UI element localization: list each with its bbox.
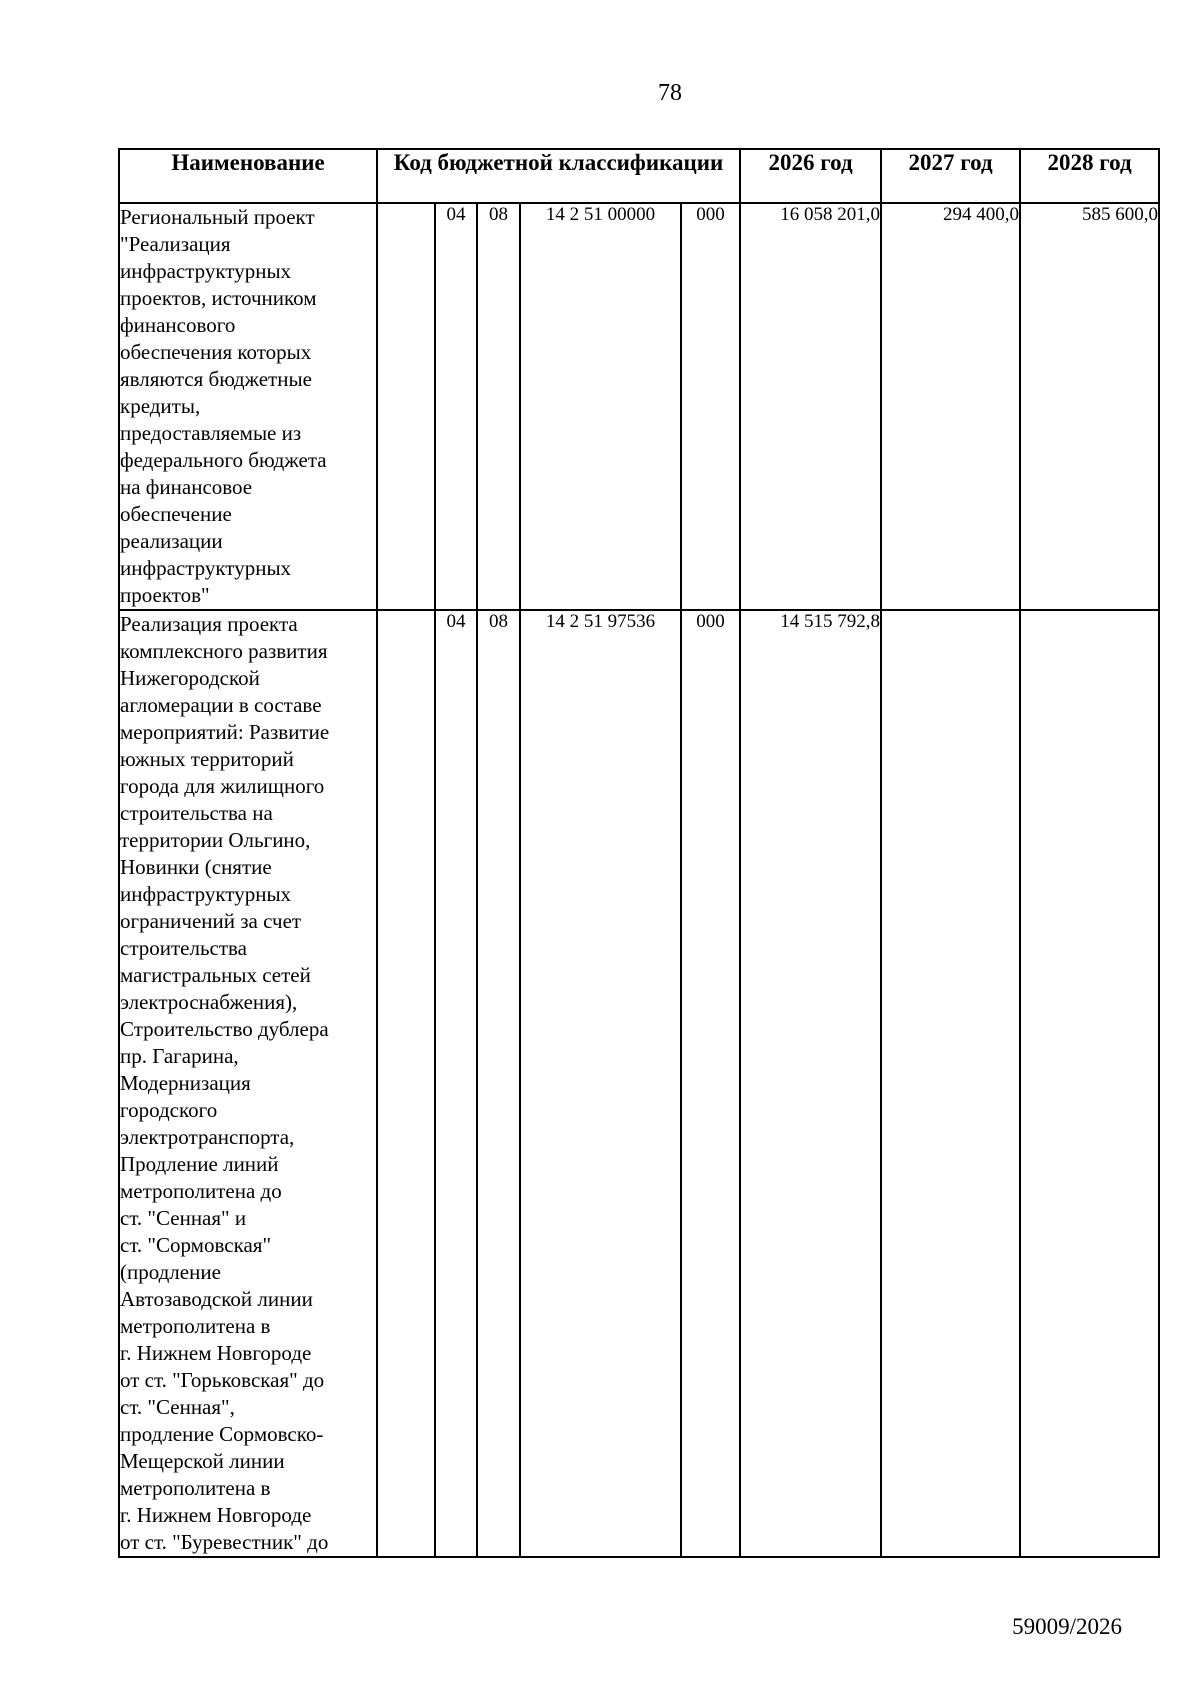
row-code-section: 04 [435,610,477,1557]
header-2026: 2026 год [740,149,881,203]
header-name: Наименование [119,149,377,203]
row-code-expense-type: 000 [681,610,740,1557]
row-amount-2027: 294 400,0 [881,203,1020,610]
row-amount-2026: 14 515 792,8 [740,610,881,1557]
row-amount-2028: 585 600,0 [1020,203,1159,610]
row-code-part-1 [377,610,435,1557]
row-code-part-1 [377,203,435,610]
document-number: 59009/2026 [1012,1614,1122,1639]
header-2027: 2027 год [881,149,1020,203]
table-row [119,610,1159,1557]
row-name: Реализация проекта комплексного развития Нижегородской агломерации в составе мероприятий: Развитие южных территорий города для жилищного строительства на территории Ольгино, Новинки (снятие инфраструктурных ограничений за счет строительства магистральных сетей электроснабжения), Строительство дублера пр. Гагарина, Модернизация городского электротранспорта, Продление линий метрополитена до ст. "Сенная" и ст. "Сормовская" (продление Автозаводской линии метрополитена в г. Нижнем Новгороде от ст. "Горьковская" до ст. "Сенная", продление Сормовско- Мещерской линии метрополитена в г. Нижнем Новгороде от ст. "Буревестник" до [119,610,377,1557]
table-header-row [119,149,1159,203]
row-code-target-article: 14 2 51 00000 [520,203,681,610]
row-name: Региональный проект "Реализация инфраструктурных проектов, источником финансового обеспечения которых являются бюджетные кредиты, предоставляемые из федерального бюджета на финансовое обеспечение реализации инфраструктурных проектов" [119,203,377,610]
row-code-subsection: 08 [477,610,520,1557]
row-code-subsection: 08 [477,203,520,610]
row-amount-2027 [881,610,1020,1557]
row-code-section: 04 [435,203,477,610]
row-code-target-article: 14 2 51 97536 [520,610,681,1557]
header-2028: 2028 год [1020,149,1159,203]
budget-table [118,148,1160,1558]
page-number: 78 [658,80,682,106]
header-budget-code: Код бюджетной классификации [377,149,740,203]
row-amount-2028 [1020,610,1159,1557]
table-row [119,203,1159,610]
row-amount-2026: 16 058 201,0 [740,203,881,610]
row-code-expense-type: 000 [681,203,740,610]
